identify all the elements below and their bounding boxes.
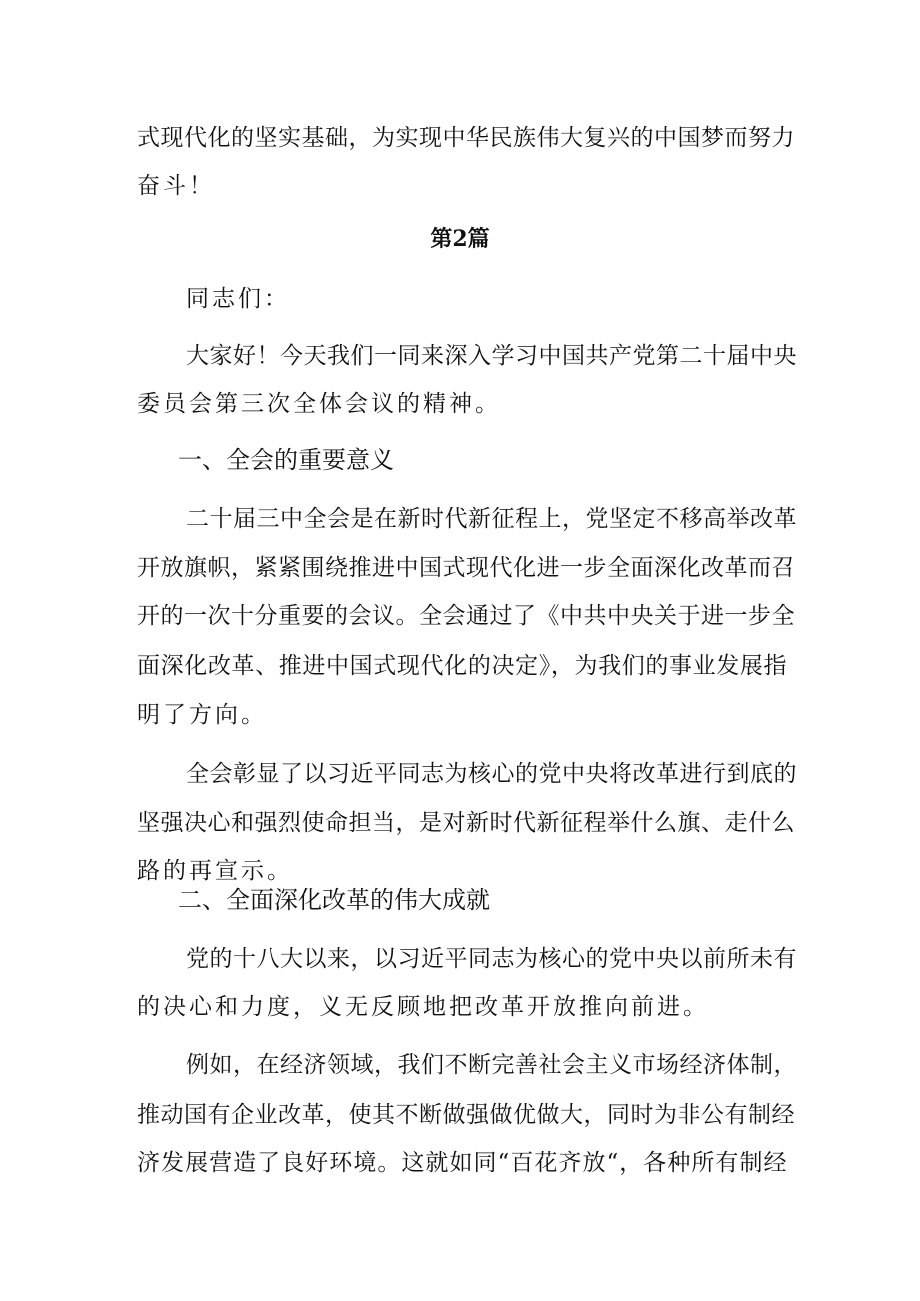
intro-line-2: 奋斗！ <box>137 173 215 199</box>
para2-line-2: 坚强决心和强烈使命担当，是对新时代新征程举什么旗、走什么 <box>137 810 795 836</box>
opening-line-2: 委员会第三次全体会议的精神。 <box>137 391 501 417</box>
opening-line-1: 大家好！今天我们一同来深入学习中国共产党第二十届中央 <box>186 343 797 369</box>
para1-line-2: 开放旗帜，紧紧围绕推进中国式现代化进一步全面深化改革而召 <box>137 555 795 581</box>
para1-line-1: 二十届三中全会是在新时代新征程上，党坚定不移高举改革 <box>186 506 797 532</box>
section-title: 第2篇 <box>430 226 490 252</box>
para1-line-3: 开的一次十分重要的会议。全会通过了《中共中央关于进一步全 <box>137 603 795 629</box>
para4-line-2: 推动国有企业改革，使其不断做强做优做大，同时为非公有制经 <box>137 1102 795 1128</box>
para3-line-2: 的决心和力度，义无反顾地把改革开放推向前进。 <box>137 994 709 1020</box>
intro-line-1: 式现代化的坚实基础，为实现中华民族伟大复兴的中国梦而努力 <box>137 125 795 151</box>
para2-line-1: 全会彰显了以习近平同志为核心的党中央将改革进行到底的 <box>186 761 797 787</box>
para1-line-5: 明了方向。 <box>137 702 267 728</box>
para1-line-4: 面深化改革、推进中国式现代化的决定》，为我们的事业发展指 <box>137 653 787 679</box>
para3-line-1: 党的十八大以来，以习近平同志为核心的党中央以前所未有 <box>186 946 797 972</box>
para4-line-3: 济发展营造了良好环境。这就如同“百花齐放“，各种所有制经 <box>137 1150 787 1176</box>
heading-significance: 一、全会的重要意义 <box>178 446 394 474</box>
heading-achievements: 二、全面深化改革的伟大成就 <box>178 886 490 914</box>
para4-line-1: 例如，在经济领域，我们不断完善社会主义市场经济体制， <box>186 1052 797 1078</box>
salutation: 同志们： <box>186 286 290 312</box>
para2-line-3: 路的再宣示。 <box>137 858 293 884</box>
